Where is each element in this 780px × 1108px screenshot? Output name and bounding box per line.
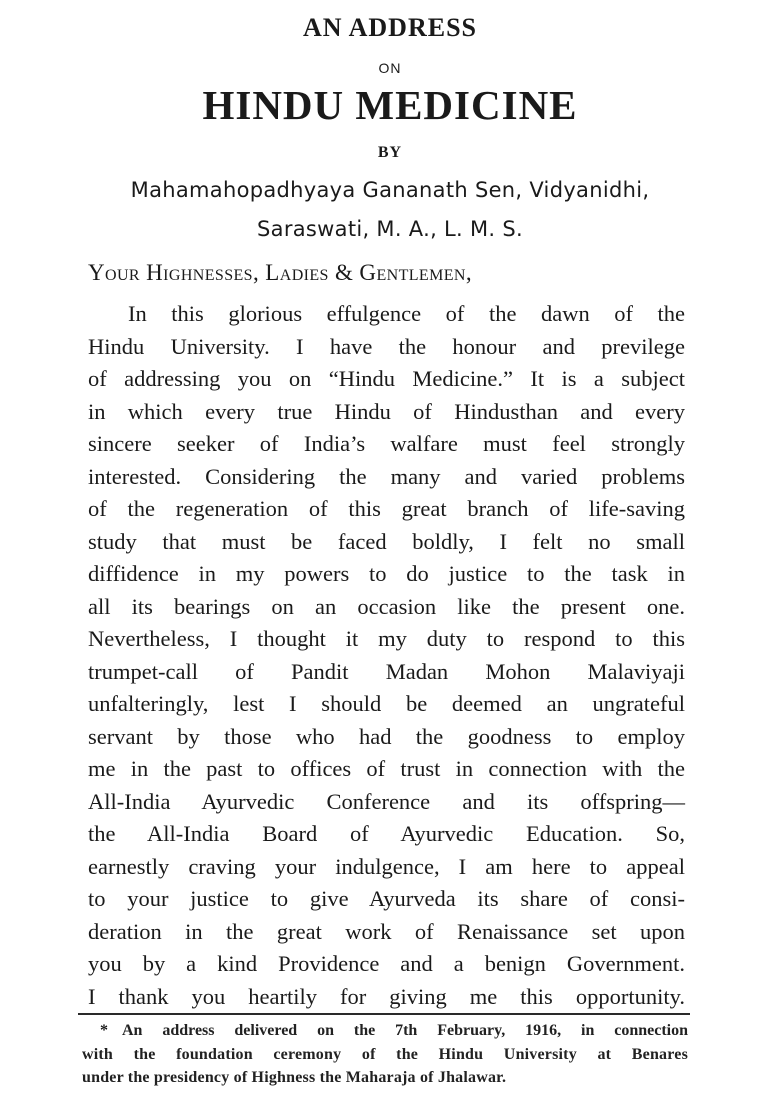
body-line: all its bearings on an occasion like the present one. — [88, 593, 685, 619]
body-line: me in the past to offices of trust in connection with the — [88, 756, 685, 781]
body-line: study that must be faced boldly, I felt no small — [88, 528, 685, 554]
body-line: of the regeneration of this great branch of life-saving — [88, 496, 685, 521]
body-line: of addressing you on “Hindu Medicine.” It is a subject — [88, 366, 685, 391]
body-line: sincere seeker of India’s walfare must feel strongly — [88, 431, 685, 456]
footnote-line: under the presidency of Highness the Maharaja of Jhalawar. — [82, 1069, 507, 1086]
body-line: deration in the great work of Renaissance set upon — [88, 918, 685, 944]
body-line: you by a kind Providence and a benign Government. — [88, 951, 685, 976]
footnote-divider — [78, 1013, 690, 1015]
footnote-line: with the foundation ceremony of the Hindu University at Benares — [82, 1045, 688, 1063]
body-line: to your justice to give Ayurveda its share of consi- — [88, 886, 685, 911]
footnote-asterisk-icon: * — [100, 1022, 108, 1039]
author-line-1: Mahamahopadhyaya Gananath Sen, Vidyanidhi, — [130, 178, 650, 202]
body-line: trumpet-call of Pandit Madan Mohon Malaviyaji — [88, 658, 685, 684]
body-paragraph — [88, 298, 685, 1013]
footnote — [82, 1019, 688, 1090]
author-line-2: Saraswati, M. A., L. M. S. — [257, 217, 523, 241]
byline: BY — [377, 144, 403, 161]
body-line: servant by those who had the goodness to employ — [88, 723, 685, 749]
title-line-1: AN ADDRESS — [303, 13, 477, 42]
title-connector: ON — [378, 60, 402, 76]
body-line: Nevertheless, I thought it my duty to respond to this — [88, 626, 685, 651]
main-title: HINDU MEDICINE — [202, 82, 578, 128]
body-line: unfalteringly, lest I should be deemed an ungrateful — [88, 691, 685, 716]
body-line: the All-India Board of Ayurvedic Education. So, — [88, 821, 685, 846]
body-line: in which every true Hindu of Hindusthan and every — [88, 398, 685, 424]
footnote-text: An address delivered on the 7th February, 1916, in connection — [122, 1022, 688, 1039]
body-line: earnestly craving your indulgence, I am here to appeal — [88, 853, 685, 879]
body-line: All-India Ayurvedic Conference and its offspring— — [88, 788, 685, 814]
body-line: I thank you heartily for giving me this opportunity. — [88, 983, 685, 1009]
body-line: Hindu University. I have the honour and previlege — [88, 333, 685, 359]
body-line: diffidence in my powers to do justice to the task in — [88, 561, 685, 586]
footnote-line — [82, 1019, 688, 1043]
salutation: Your Highnesses, Ladies & Gentlemen, — [88, 260, 472, 285]
body-line: interested. Considering the many and varied problems — [88, 463, 685, 489]
body-line: In this glorious effulgence of the dawn of the — [128, 301, 685, 326]
